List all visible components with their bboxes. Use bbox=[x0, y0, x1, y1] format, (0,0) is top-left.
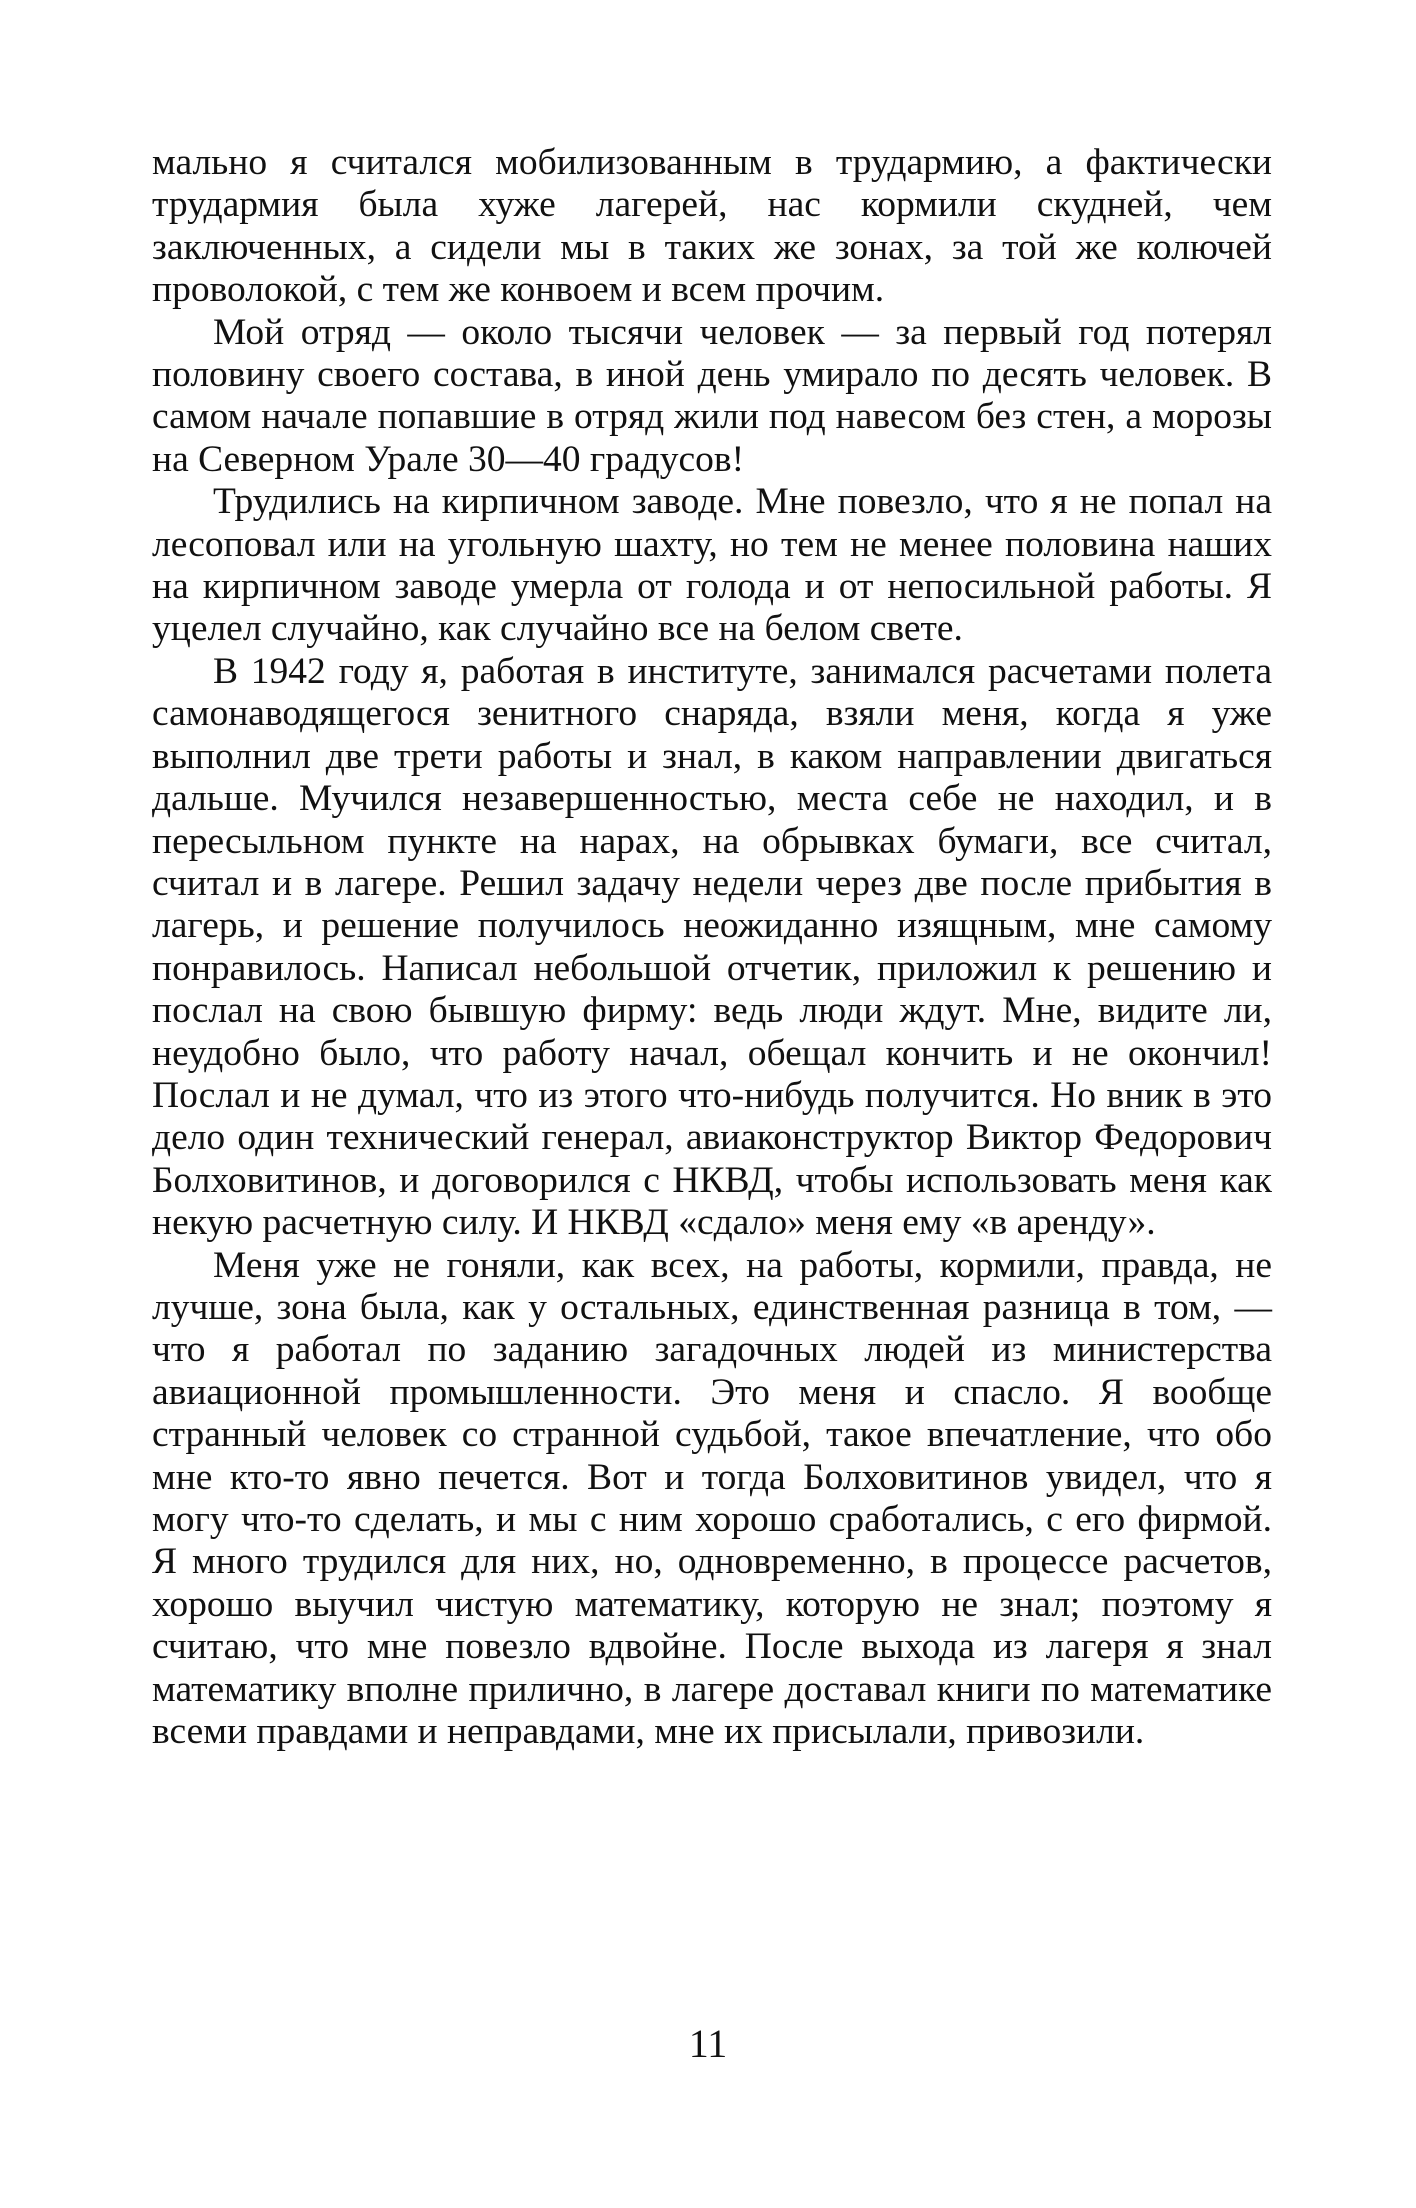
page-number: 11 bbox=[688, 2021, 728, 2066]
page-body bbox=[152, 142, 1272, 1753]
paragraph-3: Трудились на кирпичном заводе. Мне повезло, что я не попал на лесоповал или на угольную шахту, но тем не менее половина наших на кирпичном заводе умерла от голода и от непосильной работы. Я уцелел случайно, как случайно все на белом свете. bbox=[152, 481, 1272, 650]
paragraph-5: Меня уже не гоняли, как всех, на работы, кормили, правда, не лучше, зона была, как у остальных, единственная разница в том, — что я работал по заданию загадочных людей из министерства авиационной промышленности. Это меня и спасло. Я вообще странный человек со странной судьбой, такое впечатление, что обо мне кто-то явно печется. Вот и тогда Болховитинов увидел, что я могу что-то сделать, и мы с ним хорошо сработались, с его фирмой. Я много трудился для них, но, одновременно, в процессе расчетов, хорошо выучил чистую математику, которую не знал; поэтому я считаю, что мне повезло вдвойне. После выхода из лагеря я знал математику вполне прилично, в лагере доставал книги по математике всеми правдами и неправдами, мне их присылали, привозили. bbox=[152, 1244, 1272, 1753]
paragraph-4: В 1942 году я, работая в институте, занимался расчетами полета самонаводящегося зенитного снаряда, взяли меня, когда я уже выполнил две трети работы и знал, в каком направлении двигаться дальше. Мучился незавершенностью, места себе не находил, и в пересыльном пункте на нарах, на обрывках бумаги, все считал, считал и в лагере. Решил задачу недели через две после прибытия в лагерь, и решение получилось неожиданно изящным, мне самому понравилось. Написал небольшой отчетик, приложил к решению и послал на свою бывшую фирму: ведь люди ждут. Мне, видите ли, неудобно было, что работу начал, обещал кончить и не окончил! Послал и не думал, что из этого что-нибудь получится. Но вник в это дело один технический генерал, авиаконструктор Виктор Федорович Болховитинов, и договорился с НКВД, чтобы использовать меня как некую расчетную силу. И НКВД «сдало» меня ему «в аренду». bbox=[152, 650, 1272, 1244]
paragraph-1: мально я считался мобилизованным в трудармию, а фактически трудармия была хуже лагерей, нас кормили скудней, чем заключенных, а сидели мы в таких же зонах, за той же колючей проволокой, с тем же конвоем и всем прочим. bbox=[152, 142, 1272, 311]
paragraph-2: Мой отряд — около тысячи человек — за первый год потерял половину своего состава, в иной день умирало по десять человек. В самом начале попавшие в отряд жили под навесом без стен, а морозы на Северном Урале 30—40 градусов! bbox=[152, 311, 1272, 480]
